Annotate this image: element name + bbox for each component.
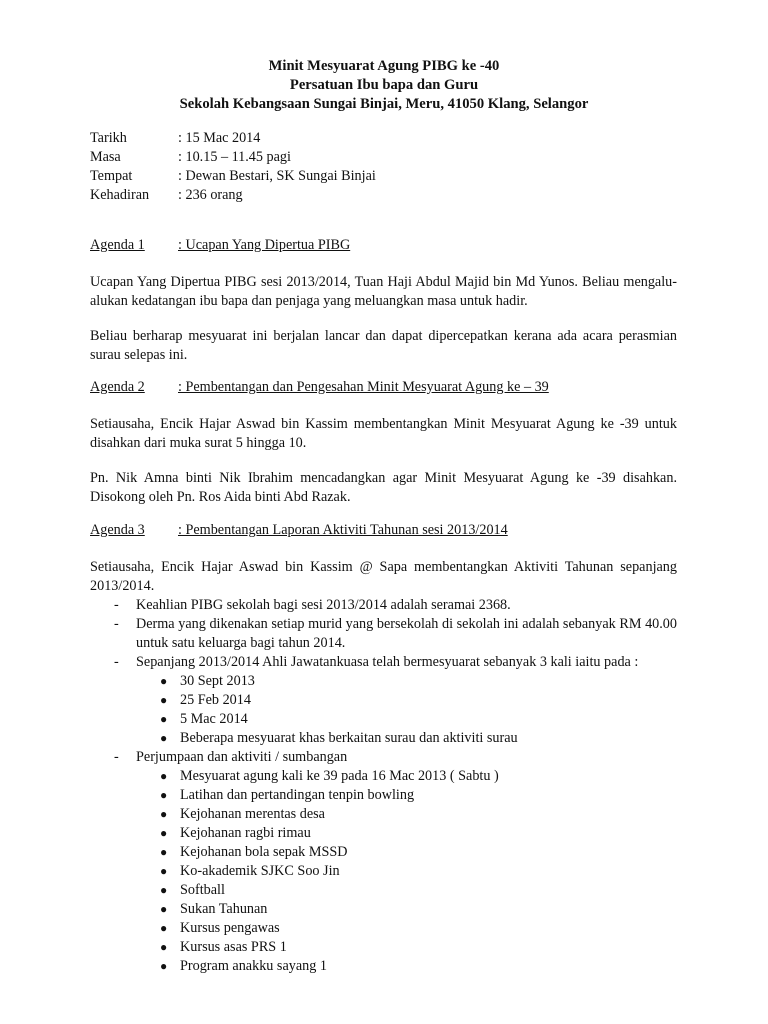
bullet-icon: ● <box>160 940 168 954</box>
bullet-item <box>90 710 677 729</box>
bullet-item <box>90 691 677 710</box>
list-item-text: Derma yang dikenakan setiap murid yang bersekolah di sekolah ini adalah sebanyak RM 40.00 untuk satu keluarga bagi tahun 2014. <box>136 616 677 651</box>
agenda-number: Agenda 2 <box>90 379 145 395</box>
title-line-3: Sekolah Kebangsaan Sungai Binjai, Meru, 41050 Klang, Selangor <box>179 96 589 112</box>
info-row-place <box>90 167 376 186</box>
dash-marker: - <box>114 749 119 765</box>
bullet-icon: ● <box>160 807 168 821</box>
info-value: : 10.15 – 11.45 pagi <box>178 149 291 165</box>
agenda-3-heading <box>90 521 508 540</box>
bullet-icon: ● <box>160 921 168 935</box>
bullet-item <box>90 672 677 691</box>
bullet-text: Kejohanan merentas desa <box>180 806 325 822</box>
info-value: : 15 Mac 2014 <box>178 130 261 146</box>
bullet-icon: ● <box>160 712 168 726</box>
agenda-2-paragraph-2: Pn. Nik Amna binti Nik Ibrahim mencadangkan agar Minit Mesyuarat Agung ke -39 disahkan. Disokong oleh Pn. Ros Aida binti Abd Razak. <box>90 470 677 505</box>
info-row-attendance <box>90 186 376 205</box>
bullet-item <box>90 938 677 957</box>
dash-marker: - <box>114 616 119 632</box>
bullet-text: 5 Mac 2014 <box>180 711 248 727</box>
bullet-item <box>90 900 677 919</box>
bullet-icon: ● <box>160 883 168 897</box>
agenda-1-heading <box>90 236 350 255</box>
list-item-text: Sepanjang 2013/2014 Ahli Jawatankuasa telah bermesyuarat sebanyak 3 kali iaitu pada : <box>136 654 639 670</box>
bullet-item <box>90 805 677 824</box>
agenda-number: Agenda 3 <box>90 522 145 538</box>
bullet-text: Program anakku sayang 1 <box>180 958 327 974</box>
bullet-text: Latihan dan pertandingan tenpin bowling <box>180 787 415 803</box>
bullet-icon: ● <box>160 674 168 688</box>
bullet-icon: ● <box>160 788 168 802</box>
agenda-1-paragraph-2: Beliau berharap mesyuarat ini berjalan lancar dan dapat dipercepatkan kerana ada acara perasmian surau selepas ini. <box>90 328 677 363</box>
bullet-icon: ● <box>160 902 168 916</box>
agenda-3-report-list <box>90 596 677 976</box>
title-line-1: Minit Mesyuarat Agung PIBG ke -40 <box>268 58 500 74</box>
agenda-2-paragraph-1: Setiausaha, Encik Hajar Aswad bin Kassim membentangkan Minit Mesyuarat Agung ke -39 untuk disahkan dari muka surat 5 hingga 10. <box>90 416 677 451</box>
bullet-text: Kejohanan bola sepak MSSD <box>180 844 348 860</box>
dash-marker: - <box>114 654 119 670</box>
info-label: Tarikh <box>90 130 127 146</box>
agenda-title: : Ucapan Yang Dipertua PIBG <box>178 237 351 253</box>
bullet-item <box>90 862 677 881</box>
info-label: Masa <box>90 149 121 165</box>
agenda-3-intro: Setiausaha, Encik Hajar Aswad bin Kassim @ Sapa membentangkan Aktiviti Tahunan sepanjang 2013/2014. <box>90 559 677 594</box>
bullet-text: 25 Feb 2014 <box>180 692 251 708</box>
bullet-text: Kursus pengawas <box>180 920 280 936</box>
info-value: : 236 orang <box>178 187 243 203</box>
bullet-icon: ● <box>160 693 168 707</box>
info-row-date <box>90 129 376 148</box>
document-header <box>0 57 768 114</box>
title-line-2: Persatuan Ibu bapa dan Guru <box>289 77 479 93</box>
agenda-title: : Pembentangan dan Pengesahan Minit Mesyuarat Agung ke – 39 <box>178 379 549 395</box>
bullet-text: Mesyuarat agung kali ke 39 pada 16 Mac 2013 ( Sabtu ) <box>180 768 499 784</box>
agenda-title: : Pembentangan Laporan Aktiviti Tahunan sesi 2013/2014 <box>178 522 508 538</box>
bullet-item <box>90 767 677 786</box>
bullet-item <box>90 919 677 938</box>
agenda-1-paragraph-1: Ucapan Yang Dipertua PIBG sesi 2013/2014, Tuan Haji Abdul Majid bin Md Yunos. Beliau mengalu-alukan kedatangan ibu bapa dan penjaga yang meluangkan masa untuk hadir. <box>90 274 677 309</box>
bullet-icon: ● <box>160 769 168 783</box>
info-label: Kehadiran <box>90 187 150 203</box>
bullet-icon: ● <box>160 959 168 973</box>
bullet-text: 30 Sept 2013 <box>180 673 255 689</box>
bullet-item <box>90 729 677 748</box>
bullet-text: Kursus asas PRS 1 <box>180 939 287 955</box>
bullet-text: Softball <box>180 882 225 898</box>
list-item-text: Keahlian PIBG sekolah bagi sesi 2013/2014 adalah seramai 2368. <box>136 597 511 613</box>
bullet-icon: ● <box>160 731 168 745</box>
list-item <box>90 615 677 653</box>
bullet-item <box>90 881 677 900</box>
bullet-text: Sukan Tahunan <box>180 901 268 917</box>
meeting-info <box>90 129 376 205</box>
agenda-number: Agenda 1 <box>90 237 145 253</box>
bullet-item <box>90 786 677 805</box>
list-item <box>90 748 677 767</box>
bullet-icon: ● <box>160 864 168 878</box>
list-item-text: Perjumpaan dan aktiviti / sumbangan <box>136 749 348 765</box>
agenda-2-heading <box>90 378 549 397</box>
info-row-time <box>90 148 376 167</box>
dash-marker: - <box>114 597 119 613</box>
bullet-item <box>90 824 677 843</box>
bullet-icon: ● <box>160 845 168 859</box>
list-item <box>90 653 677 672</box>
list-item <box>90 596 677 615</box>
bullet-text: Beberapa mesyuarat khas berkaitan surau dan aktiviti surau <box>180 730 518 746</box>
bullet-item <box>90 843 677 862</box>
info-value: : Dewan Bestari, SK Sungai Binjai <box>178 168 376 184</box>
bullet-icon: ● <box>160 826 168 840</box>
bullet-item <box>90 957 677 976</box>
bullet-text: Ko-akademik SJKC Soo Jin <box>180 863 340 879</box>
bullet-text: Kejohanan ragbi rimau <box>180 825 311 841</box>
info-label: Tempat <box>90 168 133 184</box>
